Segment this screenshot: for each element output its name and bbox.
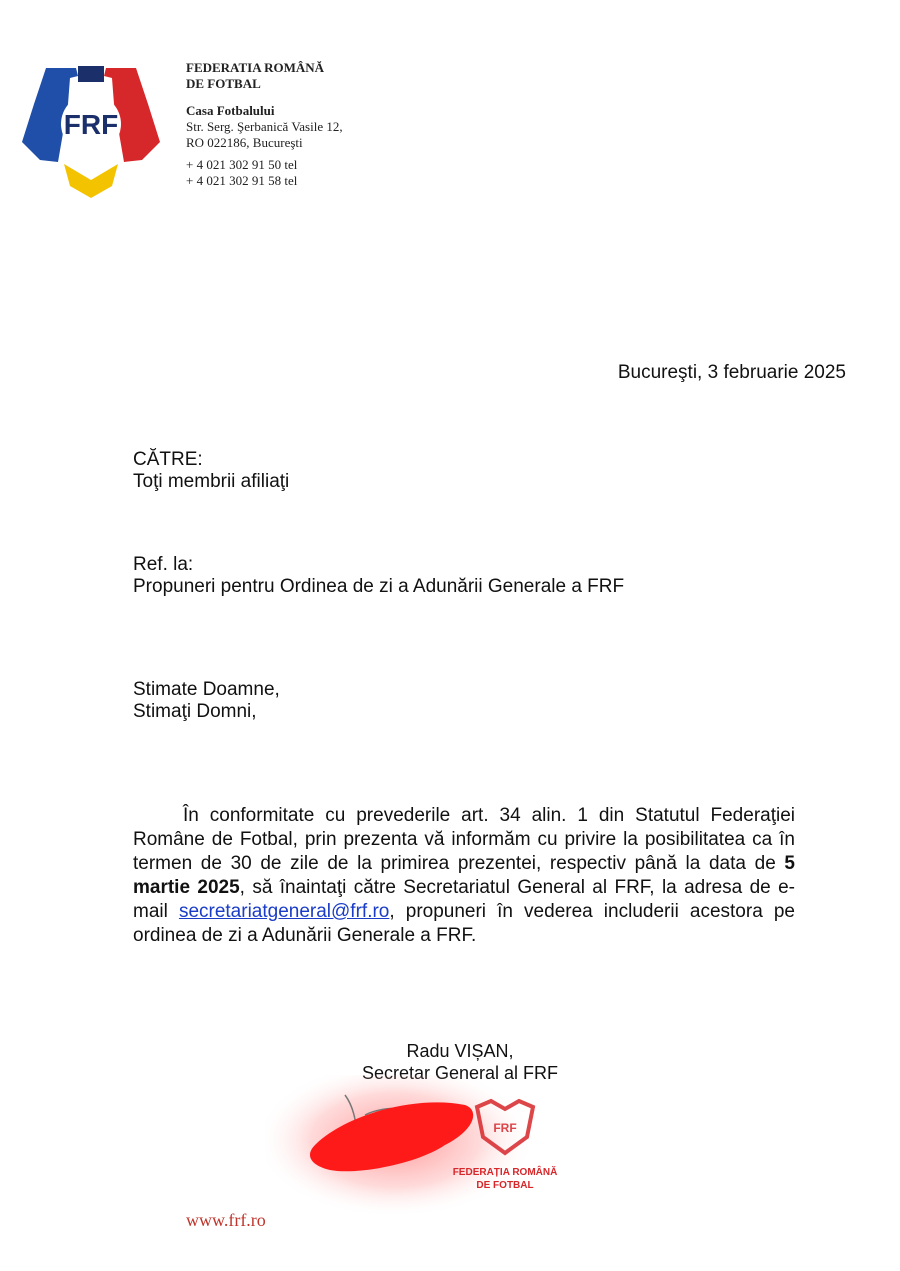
org-street: Str. Serg. Şerbanică Vasile 12, xyxy=(186,119,343,134)
org-name-line2: DE FOTBAL xyxy=(186,76,261,91)
ref-label: Ref. la: xyxy=(133,554,194,575)
footer-website[interactable]: www.frf.ro xyxy=(186,1210,266,1230)
body-deadline: 5 martie 2025 xyxy=(133,853,795,898)
logo-yellow-shape xyxy=(64,164,118,198)
signature-stamp-area xyxy=(265,1075,595,1225)
logo-dark-tab xyxy=(78,66,104,82)
recipient-label: CĂTRE: xyxy=(133,449,203,470)
org-postal-city: RO 022186, Bucureşti xyxy=(186,135,303,150)
frf-logo xyxy=(20,62,162,198)
stamp-line-1: FEDERAȚIA ROMÂNĂ xyxy=(452,1167,558,1178)
signatory-name: Radu VIȘAN, xyxy=(406,1041,514,1061)
logo-text: FRF xyxy=(63,109,119,140)
body-text-2: , să înaintaţi către Secretariatul General al FRF, la adresa de e-mail xyxy=(133,877,795,922)
org-name-line1: FEDERATIA ROMÂNĂ xyxy=(186,60,325,75)
email-link[interactable]: secretariatgeneral@frf.ro xyxy=(178,901,390,922)
reference-block xyxy=(133,554,624,598)
org-phone-1: + 4 021 302 91 50 tel xyxy=(186,157,298,172)
body-text-3: , propuneri în vederea includerii acestora pe ordinea de zi a Adunării Generale a FRF. xyxy=(133,901,795,946)
ref-subject: Propuneri pentru Ordinea de zi a Adunării Generale a FRF xyxy=(133,576,625,597)
greeting-line-1: Stimate Doamne, xyxy=(133,679,280,700)
letter-date: Bucureşti, 3 februarie 2025 xyxy=(617,362,846,383)
greeting-block xyxy=(133,679,280,723)
greeting-line-2: Stimaţi Domni, xyxy=(133,701,257,722)
org-building: Casa Fotbalului xyxy=(186,103,275,118)
signatory-title: Secretar General al FRF xyxy=(361,1063,559,1083)
org-header xyxy=(186,60,343,189)
org-phone-2: + 4 021 302 91 58 tel xyxy=(186,173,298,188)
recipient: Toţi membrii afiliaţi xyxy=(133,471,290,492)
stamp-line-2: DE FOTBAL xyxy=(476,1180,534,1191)
body-text-1: În conformitate cu prevederile art. 34 alin. 1 din Statutul Federaţiei Române de Fotbal, prin prezenta vă informăm cu privire la posibilitatea ca în termen de 30 de zile de la primirea prezentei, respectiv până la data de xyxy=(133,805,795,874)
stamp-logo-text: FRF xyxy=(493,1121,517,1135)
body-paragraph xyxy=(133,804,795,948)
recipient-block xyxy=(133,449,289,493)
